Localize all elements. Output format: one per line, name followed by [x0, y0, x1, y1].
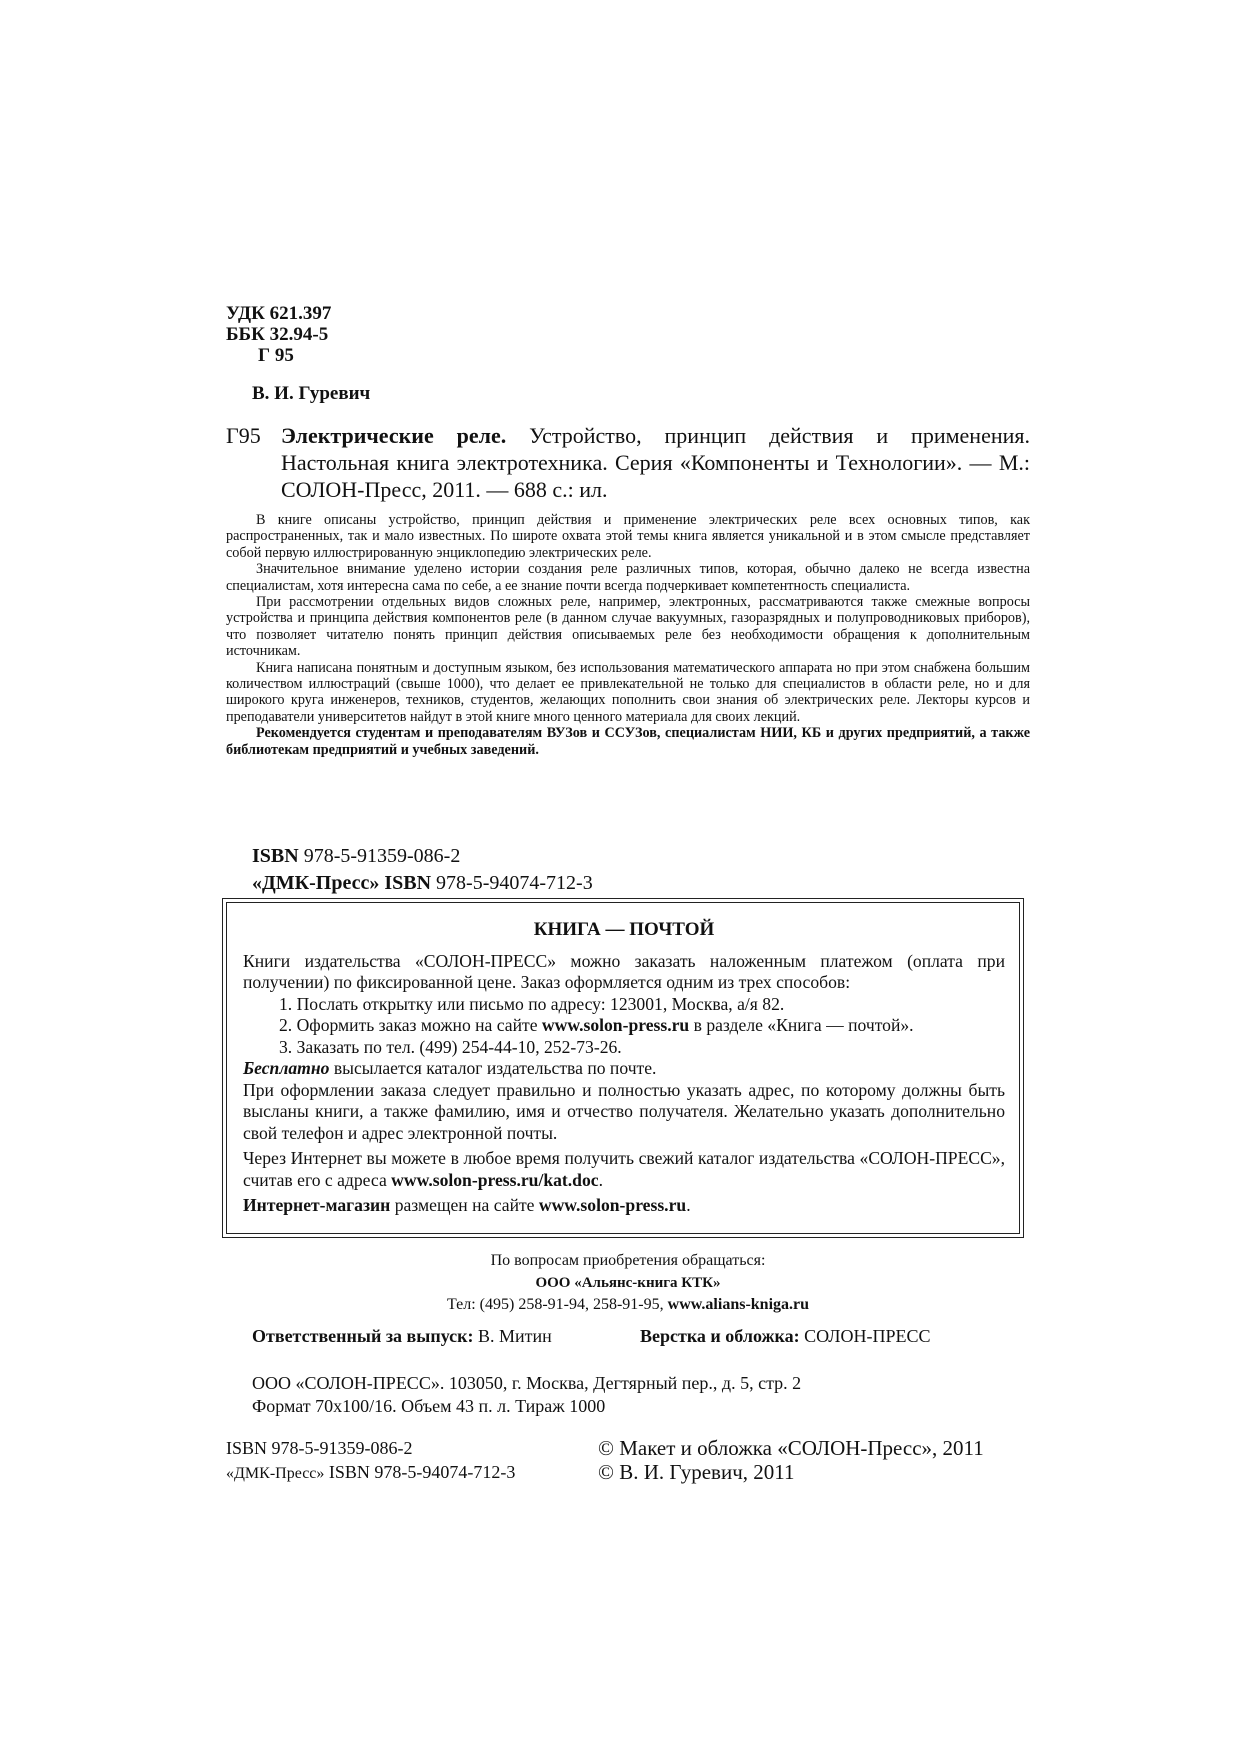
alians-link[interactable]: www.alians-kniga.ru [667, 1296, 810, 1313]
recommendation: Рекомендуется студентам и преподавателям ВУЗов и ССУЗов, специалистам НИИ, КБ и других предприятий, а также библиотекам предприятий и учебных заведений. [226, 725, 1030, 758]
bottom-isbn [226, 1436, 515, 1486]
order-method-text: в разделе «Книга — почтой». [689, 1015, 914, 1035]
bibliographic-entry [226, 422, 1030, 503]
copyright-author: © В. И. Гуревич, 2011 [598, 1460, 795, 1484]
shop-end: . [686, 1195, 691, 1215]
order-instructions: При оформлении заказа следует правильно и полностью указать адрес, по которому должны быть высланы книги, а также фамилию, имя и отчество получателя. Желательно указать дополнительно свой телефон и адрес электронной почты. [243, 1079, 1005, 1143]
isbn-label: ISBN [252, 845, 299, 867]
publisher-address: ООО «СОЛОН-ПРЕСС». 103050, г. Москва, Дегтярный пер., д. 5, стр. 2 [252, 1373, 802, 1393]
author-mark: Г 95 [258, 345, 294, 366]
catalog-end: . [598, 1169, 603, 1190]
classification-block [226, 303, 331, 366]
solon-link[interactable]: www.solon-press.ru [541, 1015, 690, 1035]
author-name: В. И. Гуревич [252, 383, 371, 404]
entry-code: Г95 [226, 423, 261, 448]
bottom-dmk: «ДМК-Пресс» [226, 1465, 325, 1482]
print-format: Формат 70х100/16. Объем 43 п. л. Тираж 1000 [252, 1396, 606, 1416]
layout-name: СОЛОН-ПРЕСС [799, 1326, 931, 1346]
publisher-info [252, 1372, 801, 1418]
shop-text: размещен на сайте [390, 1195, 539, 1215]
bottom-isbn-2: ISBN 978-5-94074-712-3 [328, 1462, 516, 1482]
contact-heading: По вопросам приобретения обращаться: [490, 1252, 766, 1269]
free-label: Бесплатно [243, 1058, 330, 1078]
order-method: 1. Послать открытку или письмо по адресу: 123001, Москва, а/я 82. [279, 993, 785, 1014]
mail-order-box [222, 898, 1024, 1238]
annotation-paragraph: При рассмотрении отдельных видов сложных реле, например, электронных, рассматриваются также смежные вопросы устройства и принципа действия компонентов реле (в данном случае вакуумных, газоразрядных и полупроводниковых приборов), что позволяет читателю понять принцип действия описываемых реле без необходимости обращения к дополнительным источникам. [226, 594, 1030, 660]
contact-phone: Тел: (495) 258-91-94, 258-91-95, [446, 1296, 668, 1313]
isbn-number: 978-5-91359-086-2 [303, 845, 461, 867]
bbk-code: ББК 32.94-5 [226, 324, 329, 345]
bottom-isbn-1: ISBN 978-5-91359-086-2 [226, 1438, 413, 1458]
responsible-editor [252, 1326, 552, 1347]
dmk-isbn-label: «ДМК-Пресс» ISBN [252, 872, 432, 894]
udk-code: УДК 621.397 [226, 303, 332, 324]
shop-link[interactable]: www.solon-press.ru [538, 1195, 687, 1215]
layout-credit [640, 1326, 930, 1347]
dmk-isbn-number: 978-5-94074-712-3 [436, 872, 593, 894]
resp-name: В. Митин [473, 1326, 552, 1346]
order-method: 3. Заказать по тел. (499) 254-44-10, 252-73-26. [279, 1036, 622, 1057]
mail-order-intro: Книги издательства «СОЛОН-ПРЕСС» можно заказать наложенным платежом (оплата при получении) по фиксированной цене. Заказ оформляется одним из трех способов: [243, 950, 1005, 992]
isbn-block [252, 843, 593, 897]
order-method-text: 2. Оформить заказ можно на сайте [279, 1015, 542, 1035]
shop-label: Интернет-магазин [243, 1195, 391, 1215]
order-method [243, 1015, 1005, 1037]
book-title: Электрические реле. [281, 423, 507, 448]
catalog-text: Через Интернет вы можете в любое время получить свежий каталог издательства «СОЛОН-ПРЕСС», считав его с адреса [243, 1148, 1005, 1190]
purchase-contact [226, 1250, 1030, 1316]
annotation-paragraph: Книга написана понятным и доступным языком, без использования математического аппарата но при этом снабжена большим количеством иллюстраций (свыше 1000), что делает ее привлекательной не только для специалистов в области реле, но и для широкого круга инженеров, техников, студентов, желающих пополнить свои знания об электрических реле. Лекторы курсов и преподаватели университетов найдут в этой книге много ценного материала для своих лекций. [226, 659, 1030, 725]
contact-org: ООО «Альянс-книга КТК» [535, 1275, 721, 1291]
annotation [226, 512, 1030, 758]
copyright-layout: © Макет и обложка «СОЛОН-Пресс», 2011 [598, 1436, 984, 1460]
layout-label: Верстка и обложка: [640, 1326, 800, 1346]
catalog-info [243, 1148, 1005, 1191]
shop-info [243, 1195, 1005, 1217]
mail-order-title: КНИГА — ПОЧТОЙ [533, 919, 715, 940]
annotation-paragraph: Значительное внимание уделено истории создания реле различных типов, которая, обычно далеко не всегда известна специалистам, хотя интересна сама по себе, а ее знание почти всегда подчеркивает компетентность специалиста. [226, 561, 1030, 594]
book-description: Устройство, принцип действия и применения. Настольная книга электротехника. Серия «Компоненты и Технологии». — М.: СОЛОН-Пресс, 2011. — 688 с.: ил. [281, 423, 1030, 502]
resp-label: Ответственный за выпуск: [252, 1326, 474, 1346]
annotation-paragraph: В книге описаны устройство, принцип действия и применение электрических реле всех основных типов, как распространенных, так и мало известных. По широте охвата этой темы книга является уникальной и в этом смысле представляет собой первую иллюстрированную энциклопедию электрических реле. [226, 512, 1030, 561]
catalog-link[interactable]: www.solon-press.ru/kat.doc [391, 1169, 599, 1190]
free-text: высылается каталог издательства по почте. [329, 1058, 657, 1078]
copyright-block [598, 1436, 984, 1484]
